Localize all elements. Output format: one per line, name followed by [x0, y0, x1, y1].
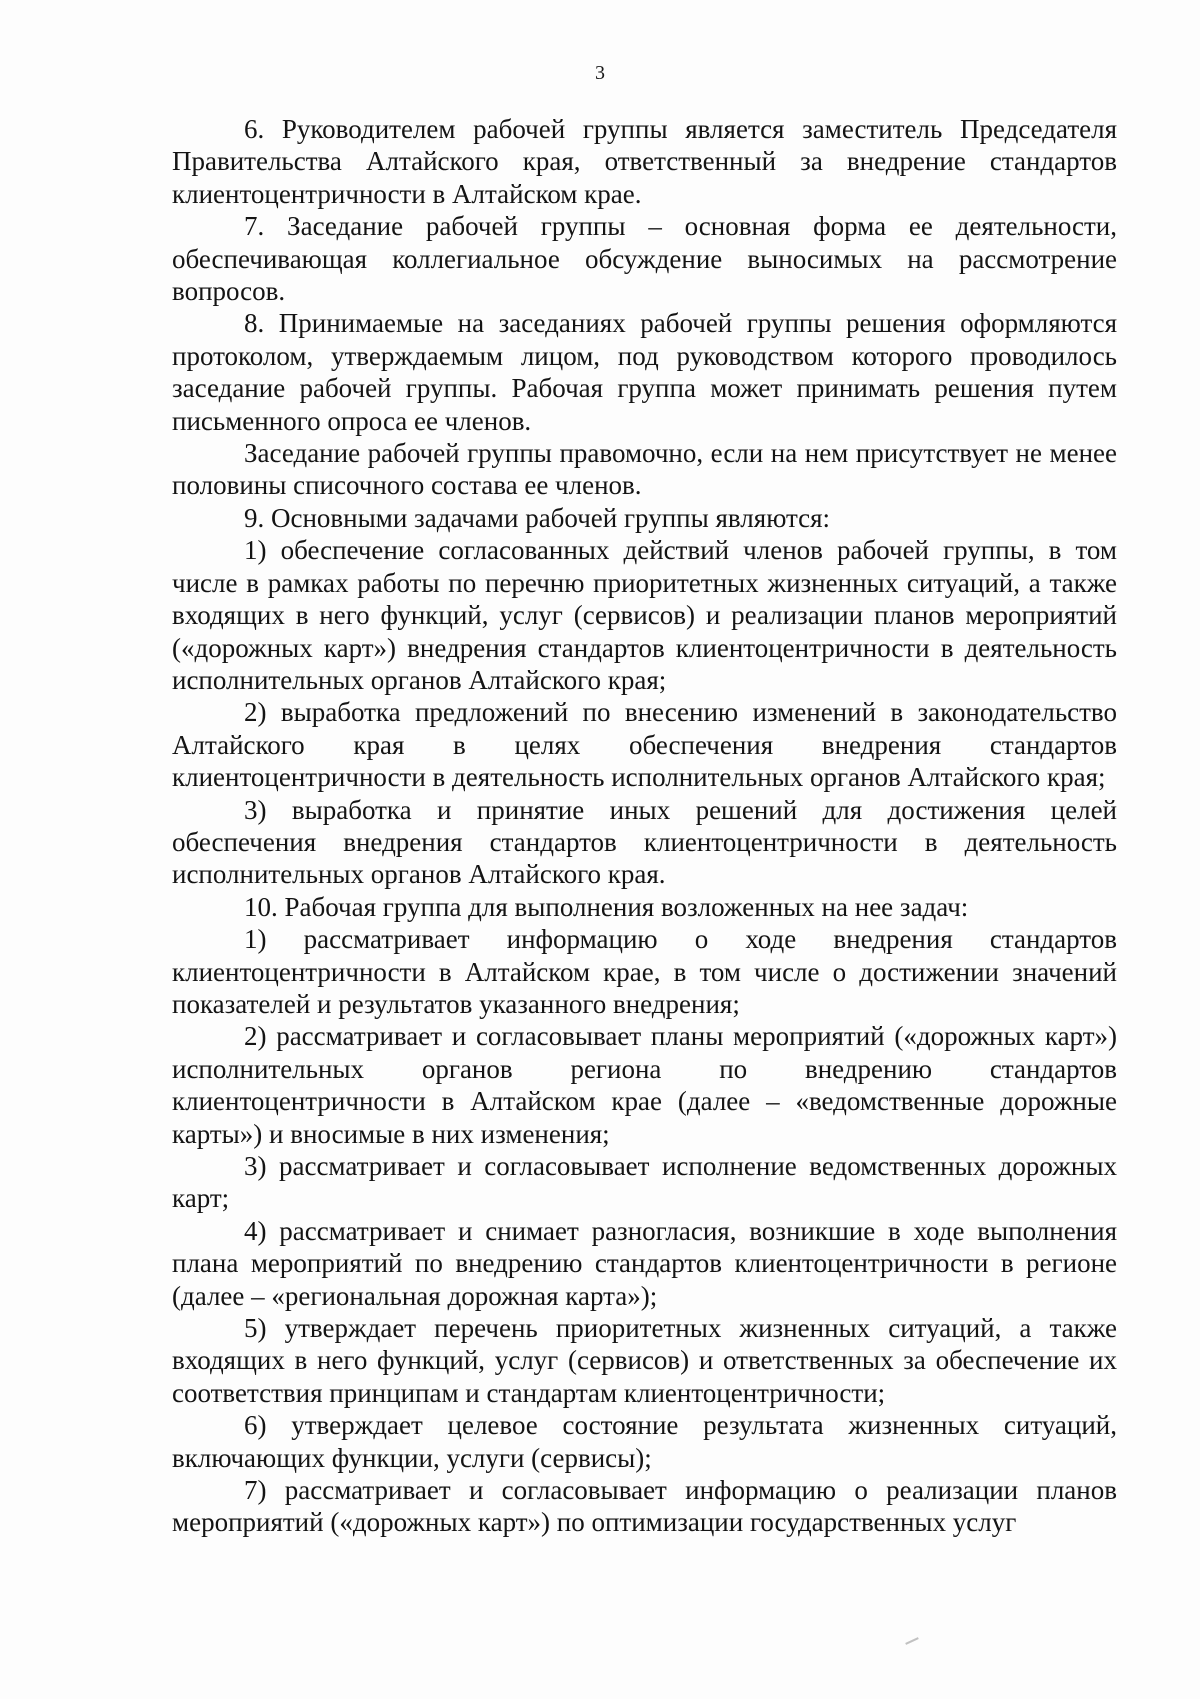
paragraph-quorum: Заседание рабочей группы правомочно, если на нем присутствует не менее половины списочного состава ее членов.: [172, 438, 1117, 501]
function-item-2: 2) рассматривает и согласовывает планы мероприятий («дорожных карт») исполнительных органов региона по внедрению стандартов клиентоцентричности в Алтайском крае (далее – «ведомственные дорожные карты») и вносимые в них изменения;: [172, 1021, 1117, 1149]
paragraph-8: 8. Принимаемые на заседаниях рабочей группы решения оформляются протоколом, утверждаемым лицом, под руководством которого проводилось заседание рабочей группы. Рабочая группа может принимать решения путем письменного опроса ее членов.: [172, 308, 1117, 436]
task-item-2: 2) выработка предложений по внесению изменений в законодательство Алтайского края в целях обеспечения внедрения стандартов клиентоцентричности в деятельность исполнительных органов Алтайского края;: [172, 697, 1117, 793]
document-body: [172, 113, 1117, 1539]
function-item-1: 1) рассматривает информацию о ходе внедрения стандартов клиентоцентричности в Алтайском крае, в том числе о достижении значений показателей и результатов указанного внедрения;: [172, 924, 1117, 1019]
scan-speck: [905, 1637, 919, 1645]
paragraph-6: 6. Руководителем рабочей группы является заместитель Председателя Правительства Алтайского края, ответственный за внедрение стандартов клиентоцентричности в Алтайском крае.: [172, 114, 1117, 209]
function-item-5: 5) утверждает перечень приоритетных жизненных ситуаций, а также входящих в него функций, услуг (сервисов) и ответственных за обеспечение их соответствия принципам и стандартам клиентоцентричности;: [172, 1313, 1117, 1408]
paragraph-9: 9. Основными задачами рабочей группы являются:: [244, 502, 831, 533]
function-item-6: 6) утверждает целевое состояние результата жизненных ситуаций, включающих функции, услуги (сервисы);: [172, 1410, 1117, 1473]
task-item-3: 3) выработка и принятие иных решений для достижения целей обеспечения внедрения стандартов клиентоцентричности в деятельность исполнительных органов Алтайского края.: [172, 794, 1117, 890]
paragraph-7: 7. Заседание рабочей группы – основная форма ее деятельности, обеспечивающая коллегиальное обсуждение выносимых на рассмотрение вопросов.: [172, 211, 1117, 307]
function-item-4: 4) рассматривает и снимает разногласия, возникшие в ходе выполнения плана мероприятий по внедрению стандартов клиентоцентричности в регионе (далее – «региональная дорожная карта»);: [172, 1215, 1117, 1311]
function-item-7: 7) рассматривает и согласовывает информацию о реализации планов мероприятий («дорожных карт») по оптимизации государственных услуг: [172, 1475, 1117, 1538]
task-item-1: 1) обеспечение согласованных действий членов рабочей группы, в том числе в рамках работы по перечню приоритетных жизненных ситуаций, а также входящих в него функций, услуг (сервисов) и реализации планов мероприятий («дорожных карт») внедрения стандартов клиентоцентричности в деятельность исполнительных органов Алтайского края;: [172, 535, 1117, 695]
page-number: 3: [595, 62, 605, 84]
function-item-3: 3) рассматривает и согласовывает исполнение ведомственных дорожных карт;: [172, 1151, 1117, 1214]
paragraph-10: 10. Рабочая группа для выполнения возложенных на нее задач:: [244, 891, 969, 922]
